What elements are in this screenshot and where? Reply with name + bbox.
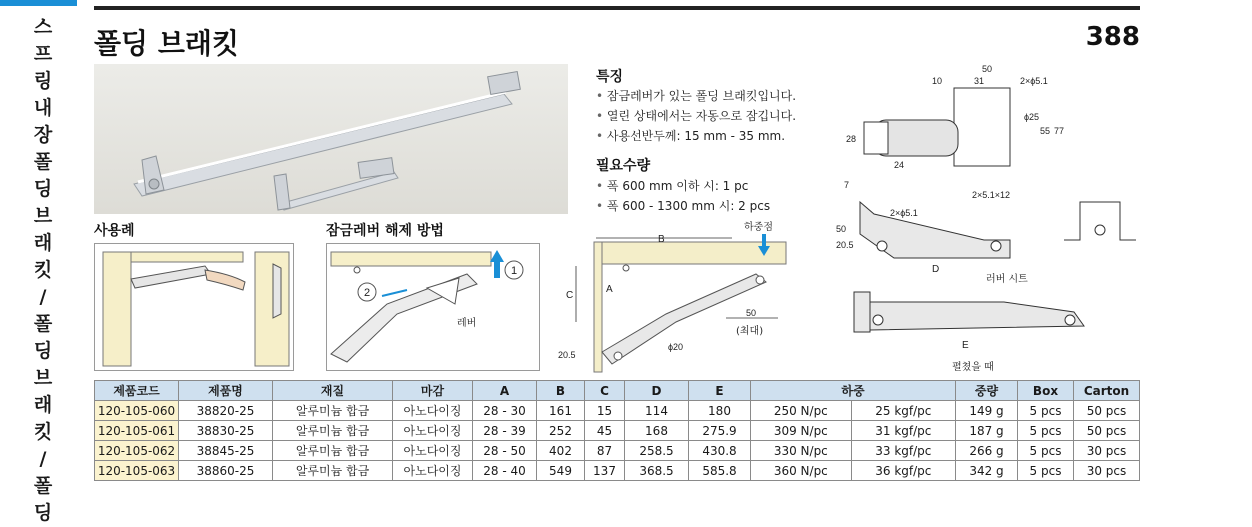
col-finish: 마감 <box>393 381 473 401</box>
cell-load-n: 360 N/pc <box>751 461 852 481</box>
dim-50-side: 50 <box>836 224 847 234</box>
cell-weight: 149 g <box>956 401 1018 421</box>
cell-carton: 30 pcs <box>1074 441 1140 461</box>
cell-C: 137 <box>585 461 625 481</box>
dim-10: 10 <box>932 76 943 86</box>
cell-B: 402 <box>537 441 585 461</box>
required-qty-list <box>596 176 770 216</box>
category-side-strip <box>0 0 77 524</box>
cell-material: 알루미늄 합금 <box>273 461 393 481</box>
lever-label: 레버 <box>457 318 477 329</box>
release-step2-label: 2 <box>364 287 371 299</box>
cell-weight: 342 g <box>956 461 1018 481</box>
cell-product-name: 38845-25 <box>179 441 273 461</box>
cell-box: 5 pcs <box>1018 421 1074 441</box>
technical-drawing <box>834 64 1140 376</box>
cell-finish: 아노다이징 <box>393 401 473 421</box>
unfolded-label: 펼쳤을 때 <box>952 362 994 373</box>
feature-item: • 열린 상태에서는 자동으로 잠깁니다. <box>596 106 796 126</box>
cell-C: 45 <box>585 421 625 441</box>
cell-product-code: 120-105-062 <box>95 441 179 461</box>
cell-E: 585.8 <box>689 461 751 481</box>
cell-product-code: 120-105-061 <box>95 421 179 441</box>
cell-D: 168 <box>625 421 689 441</box>
table-row <box>95 461 1140 481</box>
col-C: C <box>585 381 625 401</box>
accent-bar <box>0 0 77 6</box>
cell-box: 5 pcs <box>1018 441 1074 461</box>
dim-50: 50 <box>746 308 757 318</box>
col-weight: 중량 <box>956 381 1018 401</box>
hole-spec-1: 2×ϕ5.1 <box>1020 76 1048 86</box>
cell-E: 430.8 <box>689 441 751 461</box>
cell-load-n: 330 N/pc <box>751 441 852 461</box>
cell-material: 알루미늄 합금 <box>273 441 393 461</box>
required-qty-title: 필요수량 <box>596 158 651 174</box>
cell-load-kgf: 25 kgf/pc <box>851 401 955 421</box>
required-qty-item: • 폭 600 - 1300 mm 시: 2 pcs <box>596 196 770 216</box>
required-qty-item: • 폭 600 mm 이하 시: 1 pc <box>596 176 770 196</box>
dim-B: B <box>658 234 665 245</box>
table-row <box>95 441 1140 461</box>
cell-load-n: 250 N/pc <box>751 401 852 421</box>
dim-77: 77 <box>1054 126 1065 136</box>
release-illustration <box>326 243 540 371</box>
dim-C: C <box>566 290 574 301</box>
cell-product-code: 120-105-060 <box>95 401 179 421</box>
dim-50-top: 50 <box>982 64 993 74</box>
category-side-label: 스프링 내장 폴딩 브래킷 / 폴딩 브래킷 / 폴딩 <box>33 16 53 524</box>
col-material: 재질 <box>273 381 393 401</box>
dim-7: 7 <box>844 180 850 190</box>
cell-E: 180 <box>689 401 751 421</box>
dim-24: 24 <box>894 160 905 170</box>
col-D: D <box>625 381 689 401</box>
cell-finish: 아노다이징 <box>393 461 473 481</box>
col-box: Box <box>1018 381 1074 401</box>
dim-28: 28 <box>846 134 857 144</box>
cell-B: 549 <box>537 461 585 481</box>
cell-weight: 187 g <box>956 421 1018 441</box>
cell-A: 28 - 40 <box>473 461 537 481</box>
cell-D: 114 <box>625 401 689 421</box>
header-rule <box>94 6 1140 10</box>
cell-A: 28 - 30 <box>473 401 537 421</box>
dim-phi25: ϕ25 <box>1024 112 1040 122</box>
usage-illustration <box>94 243 294 371</box>
dim-A: A <box>606 284 613 295</box>
cell-load-kgf: 31 kgf/pc <box>851 421 955 441</box>
spec-table <box>94 380 1140 481</box>
cell-C: 15 <box>585 401 625 421</box>
cell-A: 28 - 39 <box>473 421 537 441</box>
cell-E: 275.9 <box>689 421 751 441</box>
cell-product-code: 120-105-063 <box>95 461 179 481</box>
dim-55: 55 <box>1040 126 1051 136</box>
feature-item: • 사용선반두께: 15 mm - 35 mm. <box>596 126 796 146</box>
table-header-row <box>95 381 1140 401</box>
load-point-label: 하중점 <box>744 222 773 233</box>
dim-max-label: (최대) <box>736 326 764 337</box>
cell-carton: 30 pcs <box>1074 461 1140 481</box>
product-photo <box>94 64 568 214</box>
page-number: 388 <box>1085 22 1140 52</box>
col-B: B <box>537 381 585 401</box>
cell-material: 알루미늄 합금 <box>273 421 393 441</box>
cell-D: 368.5 <box>625 461 689 481</box>
features-list <box>596 86 796 146</box>
dim-D: D <box>932 264 940 275</box>
cell-product-name: 38820-25 <box>179 401 273 421</box>
cell-product-name: 38860-25 <box>179 461 273 481</box>
release-step1-label: 1 <box>511 265 518 277</box>
cell-carton: 50 pcs <box>1074 401 1140 421</box>
cell-finish: 아노다이징 <box>393 421 473 441</box>
dim-20-5: 20.5 <box>558 350 576 360</box>
table-row <box>95 401 1140 421</box>
feature-item: • 잠금레버가 있는 폴딩 브래킷입니다. <box>596 86 796 106</box>
cell-D: 258.5 <box>625 441 689 461</box>
cell-product-name: 38830-25 <box>179 421 273 441</box>
installation-diagram <box>556 218 788 374</box>
cell-load-n: 309 N/pc <box>751 421 852 441</box>
dim-E: E <box>962 340 969 351</box>
cell-box: 5 pcs <box>1018 401 1074 421</box>
cell-load-kgf: 36 kgf/pc <box>851 461 955 481</box>
usage-caption: 사용례 <box>94 223 135 239</box>
cell-finish: 아노다이징 <box>393 441 473 461</box>
cell-C: 87 <box>585 441 625 461</box>
cell-material: 알루미늄 합금 <box>273 401 393 421</box>
cell-weight: 266 g <box>956 441 1018 461</box>
dim-20-5-side: 20.5 <box>836 240 854 250</box>
features-title: 특징 <box>596 69 624 85</box>
dim-phi20: ϕ20 <box>668 342 684 352</box>
col-E: E <box>689 381 751 401</box>
col-A: A <box>473 381 537 401</box>
page-title: 폴딩 브래킷 <box>94 27 239 60</box>
col-load: 하중 <box>751 381 956 401</box>
col-product-code: 제품코드 <box>95 381 179 401</box>
release-caption: 잠금레버 해제 방법 <box>326 223 444 239</box>
cell-load-kgf: 33 kgf/pc <box>851 441 955 461</box>
cell-box: 5 pcs <box>1018 461 1074 481</box>
slot-spec: 2×5.1×12 <box>972 190 1011 200</box>
cell-B: 252 <box>537 421 585 441</box>
table-row <box>95 421 1140 441</box>
col-carton: Carton <box>1074 381 1140 401</box>
cell-carton: 50 pcs <box>1074 421 1140 441</box>
dim-31: 31 <box>974 76 985 86</box>
cell-A: 28 - 50 <box>473 441 537 461</box>
cell-B: 161 <box>537 401 585 421</box>
lever-seat-label: 러버 시트 <box>986 274 1028 285</box>
col-product-name: 제품명 <box>179 381 273 401</box>
hole-spec-2: 2×ϕ5.1 <box>890 208 918 218</box>
